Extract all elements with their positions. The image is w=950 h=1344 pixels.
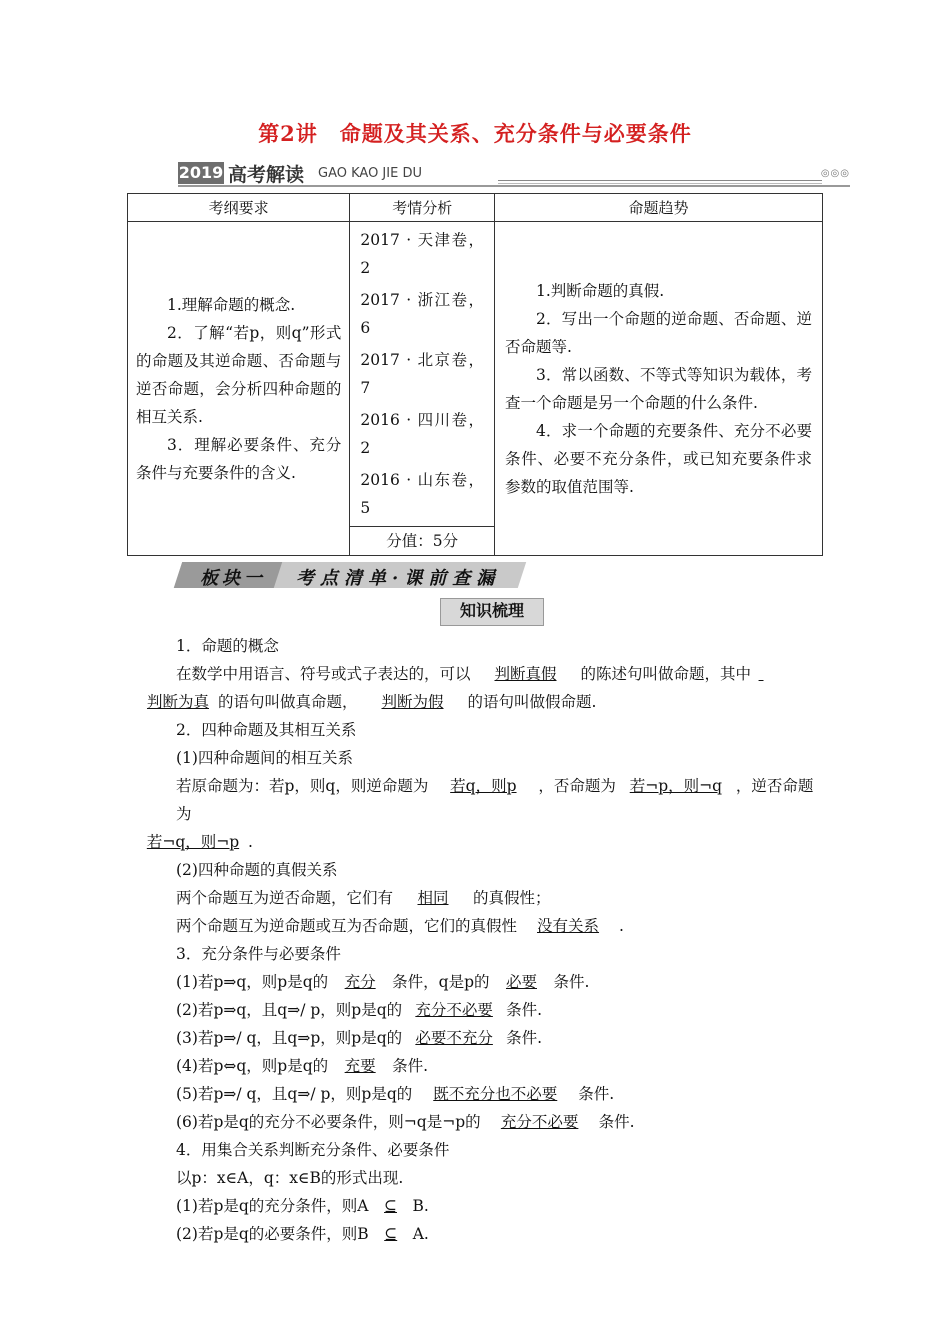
- paragraph-concept-cont: [138, 688, 818, 716]
- knowledge-content: [138, 632, 818, 1248]
- heading-2b: (2)四种命题的真假关系: [176, 861, 338, 879]
- trend-item: 3．常以函数、不等式等知识为载体，考查一个命题是另一个命题的什么条件.: [505, 365, 812, 412]
- text: (4)若p⇔q，则p是q的: [176, 1057, 329, 1075]
- condition-line-6: [138, 1108, 818, 1136]
- text: 条件.: [578, 1085, 615, 1103]
- analysis-cell: [350, 222, 495, 556]
- blank-answer: 必要: [505, 973, 537, 991]
- page-title: 第2讲 命题及其关系、充分条件与必要条件: [258, 121, 692, 146]
- table-header-requirements: 考纲要求: [128, 194, 350, 222]
- text: (2)若p是q的必要条件，则B: [176, 1225, 369, 1243]
- trends-cell: [495, 222, 823, 556]
- blank-space: [751, 660, 771, 688]
- text: (1)若p是q的充分条件，则A: [176, 1197, 369, 1215]
- text: 条件.: [553, 973, 590, 991]
- heading-3: 3．充分条件与必要条件: [176, 945, 341, 963]
- text: 条件.: [506, 1029, 543, 1047]
- condition-line-1: [138, 968, 818, 996]
- heading-1: 1．命题的概念: [176, 637, 279, 655]
- text: 条件.: [506, 1001, 543, 1019]
- paragraph-four-props-cont: [138, 828, 818, 856]
- text: 两个命题互为逆命题或互为否命题，它们的真假性: [176, 917, 518, 935]
- paragraph-truth-1: [138, 884, 818, 912]
- section-title: 考点清单·课前查漏: [296, 568, 501, 589]
- banner-rule: [498, 180, 822, 184]
- text: (6)若p是q的充分不必要条件，则¬q是¬p的: [176, 1113, 481, 1131]
- blank-answer: ⊆: [384, 1225, 398, 1243]
- exam-item: 2017 · 北京卷，7: [360, 351, 485, 397]
- heading-4: 4．用集合关系判断充分条件、必要条件: [176, 1141, 450, 1159]
- heading-2a: (1)四种命题间的相互关系: [176, 749, 353, 767]
- blank-answer: 若q，则p: [450, 777, 517, 795]
- requirements-cell: [128, 222, 350, 556]
- condition-line-4: [138, 1052, 818, 1080]
- banner-dots-icon: ◎◎◎: [820, 168, 850, 179]
- text: 的陈述句叫做命题，其中: [580, 665, 752, 683]
- text: .: [619, 917, 624, 935]
- exam-analysis-table: [127, 193, 823, 556]
- heading-2: 2．四种命题及其相互关系: [176, 721, 357, 739]
- exam-item: 2017 · 浙江卷，6: [360, 291, 485, 337]
- requirement-item: 2．了解“若p，则q”形式的命题及其逆命题、否命题与逆否命题，会分析四种命题的相互关系.: [136, 323, 342, 426]
- score-value: 分值：5分: [350, 526, 494, 555]
- blank-answer: 判断为真: [146, 693, 209, 711]
- blank-answer: 相同: [417, 889, 449, 907]
- blank-answer: 判断真假: [494, 665, 557, 683]
- text: 在数学中用语言、符号或式子表达的，可以: [176, 665, 471, 683]
- blank-answer: 若¬p，则¬q: [629, 777, 723, 795]
- table-header-trends: 命题趋势: [495, 194, 823, 222]
- text: (5)若p⇒/ q，且q⇒/ p，则p是q的: [176, 1085, 413, 1103]
- exam-item: 2016 · 四川卷，2: [360, 411, 485, 457]
- blank-answer: 既不充分也不必要: [433, 1085, 558, 1103]
- subsection-label: 知识梳理: [440, 598, 544, 626]
- blank-answer: 没有关系: [537, 917, 600, 935]
- paragraph-truth-2: [138, 912, 818, 940]
- text: (2)若p⇒q，且q⇒/ p，则p是q的: [176, 1001, 403, 1019]
- blank-answer: 充分: [344, 973, 376, 991]
- blank-answer: 必要不充分: [415, 1029, 493, 1047]
- exam-interpretation-banner: [178, 160, 850, 186]
- paragraph-four-props: [138, 772, 818, 828]
- text: 条件.: [392, 1057, 429, 1075]
- text: ，否命题为: [538, 777, 616, 795]
- banner-year: 2019: [178, 163, 224, 182]
- table-header-row: [128, 194, 823, 222]
- trend-item: 4．求一个命题的充要条件、充分不必要条件、必要不充分条件，或已知充要条件求参数的取值范围等.: [505, 421, 812, 496]
- text: 的语句叫做真命题，: [218, 693, 358, 711]
- text: (1)若p⇒q，则p是q的: [176, 973, 329, 991]
- set-line-1: [138, 1192, 818, 1220]
- exam-item: 2017 · 天津卷，2: [360, 231, 485, 277]
- trend-item: 2．写出一个命题的逆命题、否命题、逆否命题等.: [505, 309, 812, 356]
- requirement-item: 3．理解必要条件、充分条件与充要条件的含义.: [136, 435, 342, 482]
- blank-answer: 若¬q，则¬p: [146, 833, 240, 851]
- paragraph-concept: [138, 660, 818, 688]
- text: 的语句叫做假命题.: [467, 693, 597, 711]
- text: A.: [412, 1225, 429, 1243]
- condition-line-2: [138, 996, 818, 1024]
- banner-title: 高考解读: [228, 164, 305, 186]
- condition-line-5: [138, 1080, 818, 1108]
- text: 的真假性；: [473, 889, 551, 907]
- requirement-item: 1.理解命题的概念.: [167, 295, 296, 314]
- text: ，逆否命题为: [176, 777, 814, 823]
- set-line-2: [138, 1220, 818, 1248]
- section-part-label: 板块一: [200, 568, 266, 589]
- exam-item: 2016 · 山东卷，5: [360, 471, 485, 517]
- banner-bottom-line: [178, 185, 850, 187]
- table-header-analysis: 考情分析: [350, 194, 495, 222]
- text: 条件，q是p的: [392, 973, 490, 991]
- blank-answer: 充要: [344, 1057, 376, 1075]
- text: 若原命题为：若p，则q，则逆命题为: [176, 777, 429, 795]
- text: B.: [412, 1197, 429, 1215]
- trend-item: 1.判断命题的真假.: [536, 281, 665, 300]
- blank-answer: 充分不必要: [415, 1001, 493, 1019]
- section-banner: [178, 560, 522, 590]
- text: (3)若p⇒/ q，且q⇒p，则p是q的: [176, 1029, 403, 1047]
- table-body-row: [128, 222, 823, 556]
- text: 条件.: [598, 1113, 635, 1131]
- blank-answer: 充分不必要: [500, 1113, 579, 1131]
- condition-line-3: [138, 1024, 818, 1052]
- banner-pinyin: GAO KAO JIE DU: [318, 166, 422, 181]
- text: 两个命题互为逆否命题，它们有: [176, 889, 394, 907]
- blank-answer: 判断为假: [381, 693, 444, 711]
- text: .: [248, 833, 253, 851]
- blank-answer: ⊆: [384, 1197, 397, 1215]
- paragraph-set-form: 以p：x∈A，q：x∈B的形式出现.: [176, 1169, 404, 1187]
